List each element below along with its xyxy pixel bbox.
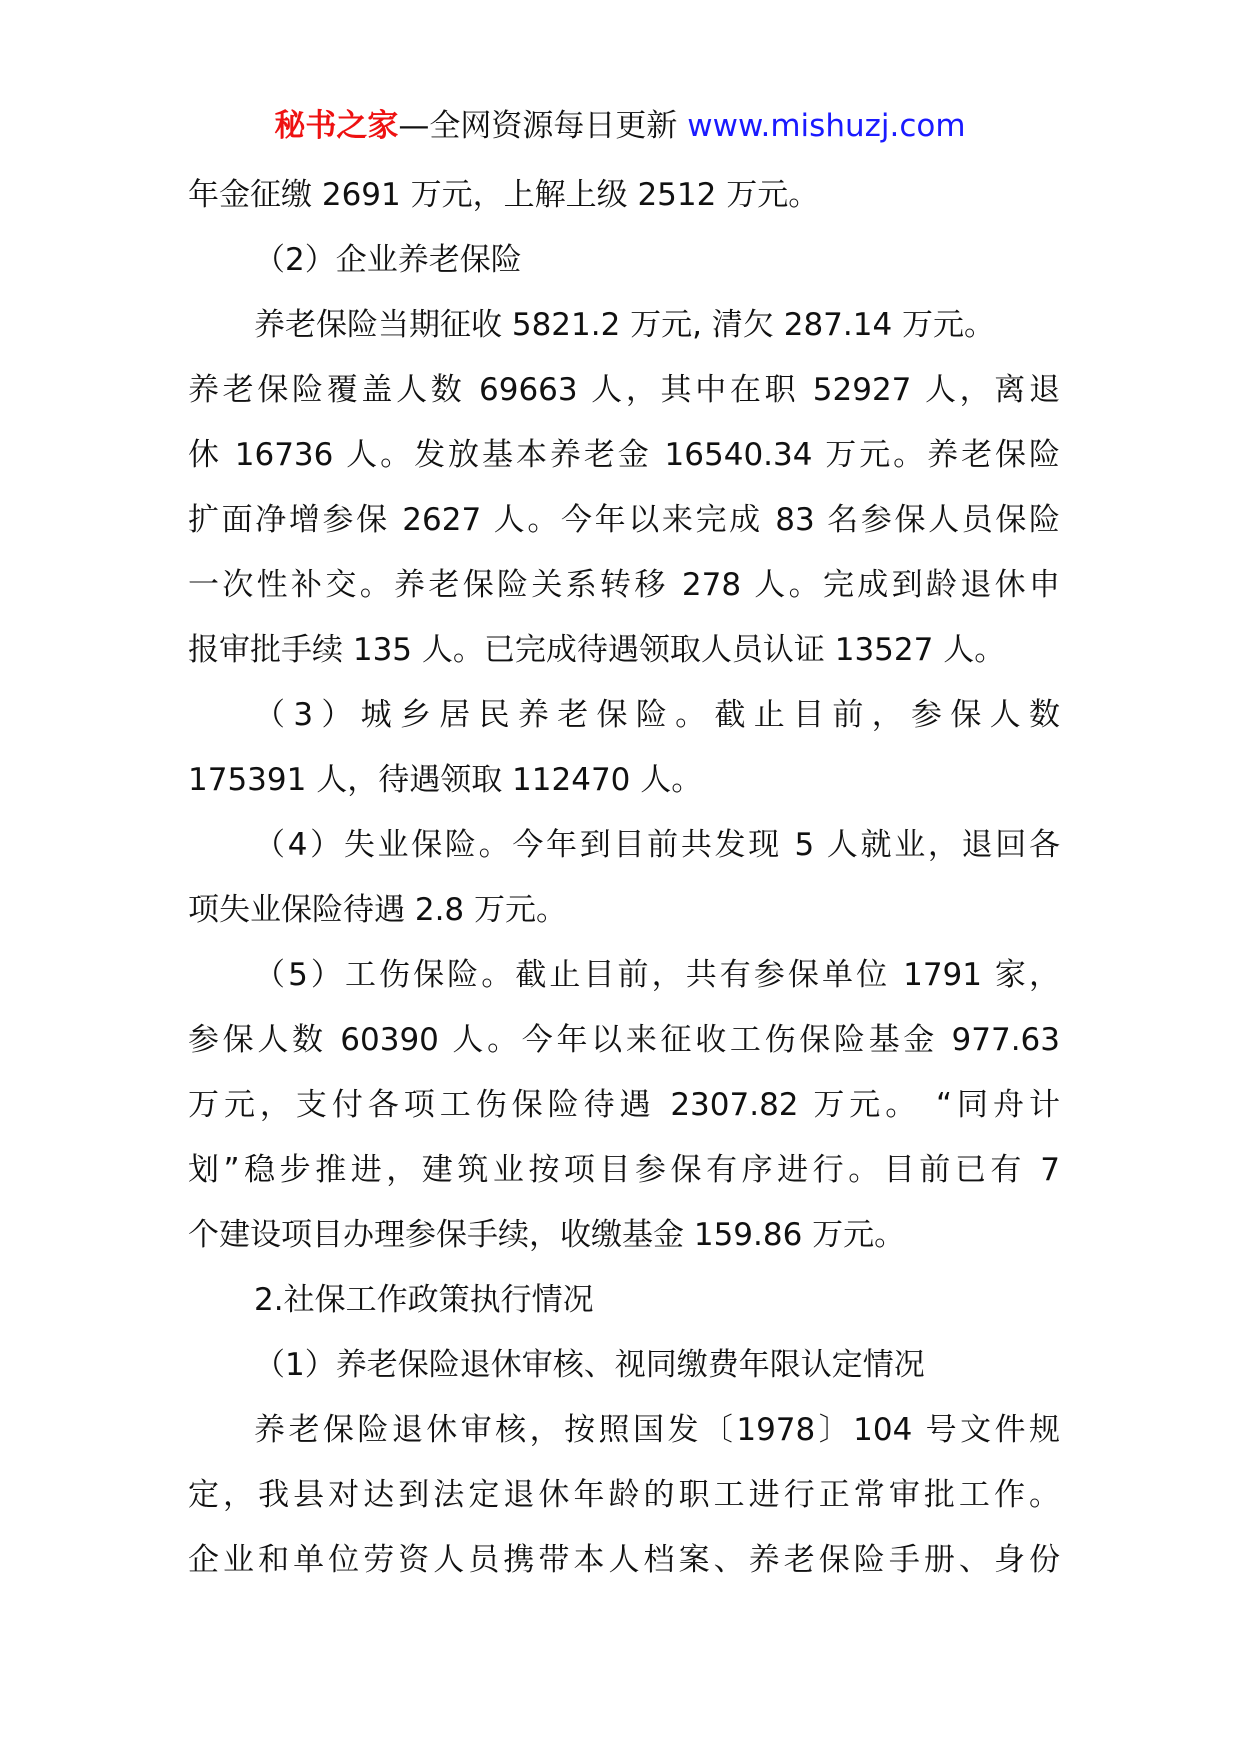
text-line: 175391 人，待遇领取 112470 人。: [188, 762, 703, 798]
document-body: [188, 163, 1060, 1593]
text-line: 养老保险当期征收 5821.2 万元, 清欠 287.14 万元。: [254, 307, 996, 343]
text-line: 年金征缴 2691 万元，上解上级 2512 万元。: [188, 177, 820, 213]
text-line: 企业和单位劳资人员携带本人档案、养老保险手册、身份: [188, 1542, 1060, 1578]
text-line: 报审批手续 135 人。已完成待遇领取人员认证 13527 人。: [188, 632, 1006, 668]
section-heading: （1）养老保险退休审核、视同缴费年限认定情况: [254, 1347, 925, 1383]
site-url-link[interactable]: www.mishuzj.com: [687, 108, 966, 144]
text-line: 个建设项目办理参保手续，收缴基金 159.86 万元。: [188, 1217, 906, 1253]
site-tagline: —全网资源每日更新: [398, 108, 678, 144]
text-line: 养老保险退休审核，按照国发〔1978〕104 号文件规: [254, 1412, 1060, 1448]
section-heading: （2）企业养老保险: [254, 242, 522, 278]
site-header: [0, 98, 1240, 154]
text-line: （3）城乡居民养老保险。截止目前，参保人数: [254, 697, 1060, 733]
text-line: 扩面净增参保 2627 人。今年以来完成 83 名参保人员保险: [188, 502, 1060, 538]
text-line: 定，我县对达到法定退休年龄的职工进行正常审批工作。: [188, 1477, 1060, 1513]
text-line: 养老保险覆盖人数 69663 人，其中在职 52927 人，离退: [188, 372, 1060, 408]
section-heading: 2.社保工作政策执行情况: [254, 1282, 594, 1318]
text-line: （4）失业保险。今年到目前共发现 5 人就业，退回各: [254, 827, 1060, 863]
text-line: 项失业保险待遇 2.8 万元。: [188, 892, 568, 928]
text-line: 参保人数 60390 人。今年以来征收工伤保险基金 977.63: [188, 1022, 1060, 1058]
text-line: （5）工伤保险。截止目前，共有参保单位 1791 家，: [254, 957, 1060, 993]
text-line: 划”稳步推进，建筑业按项目参保有序进行。目前已有 7: [188, 1152, 1060, 1188]
text-line: 一次性补交。养老保险关系转移 278 人。完成到龄退休申: [188, 567, 1060, 603]
text-line: 休 16736 人。发放基本养老金 16540.34 万元。养老保险: [188, 437, 1060, 473]
text-line: 万元，支付各项工伤保险待遇 2307.82 万元。 “同舟计: [188, 1087, 1060, 1123]
site-brand: 秘书之家: [274, 108, 399, 144]
